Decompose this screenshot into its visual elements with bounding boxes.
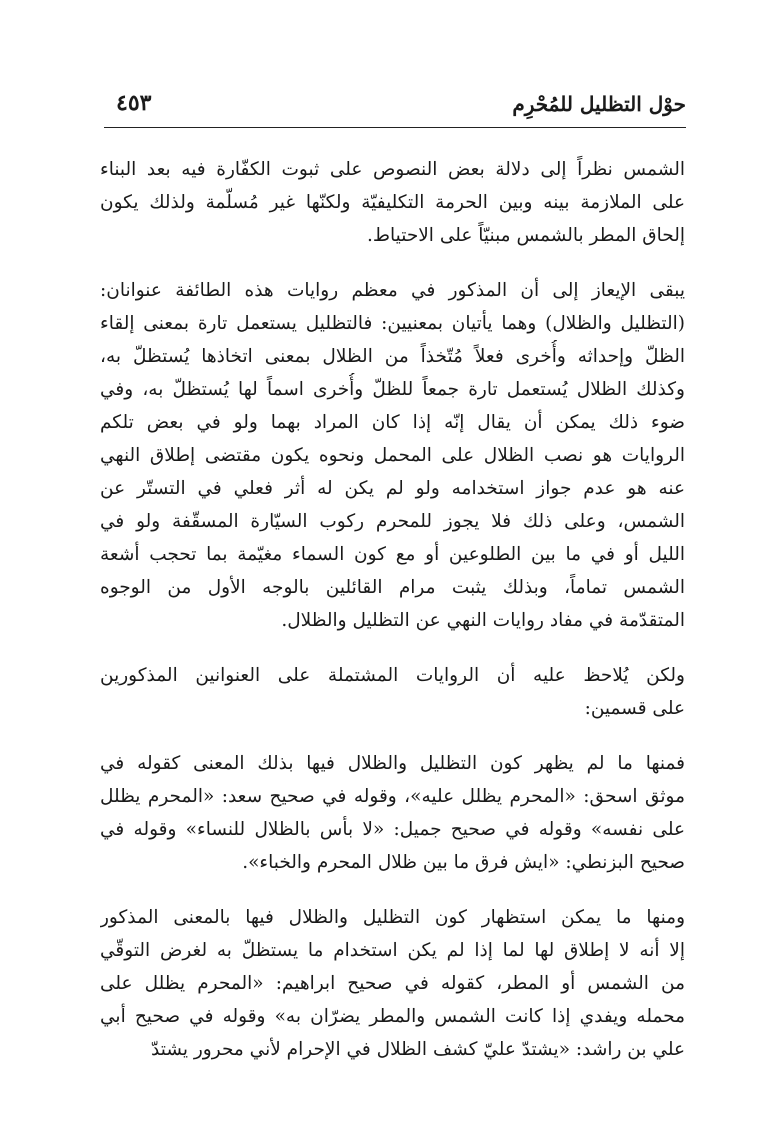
text-line: ومنها ما يمكن استظهار كون التظليل والظلال فيها بالمعنى المذكور [100,907,685,928]
page-body [100,153,685,1088]
text-line: محمله ويفدي إذا كانت الشمس والمطر يضرّان به» وقوله في صحيح أبي [100,1006,685,1027]
text-line: على قسمين: [584,698,685,719]
text-line: فمنها ما لم يظهر كون التظليل والظلال فيها بذلك المعنى كقوله في [100,753,685,774]
text-line: على نفسه» وقوله في صحيح جميل: «لا بأس بالظلال للنساء» وقوله في [100,819,685,840]
paragraph [100,153,685,252]
text-line: من الشمس أو المطر، كقوله في صحيح ابراهيم: «المحرم يظلل على [100,973,685,994]
text-line: إلحاق المطر بالشمس مبنيّاً على الاحتياط. [367,225,685,246]
paragraph [100,659,685,725]
text-line: على الملازمة بينه وبين الحرمة التكليفيّة ولكنّها غير مُسلّمة ولذلك يكون [100,192,685,213]
text-line: الشمس نظراً إلى دلالة بعض النصوص على ثبوت الكفّارة فيه بعد البناء [100,159,685,180]
text-line: ولكن يُلاحظ عليه أن الروايات المشتملة على العنوانين المذكورين [100,665,685,686]
page-number: ٤٥٣ [116,90,152,116]
text-line: يبقى الإيعاز إلى أن المذكور في معظم روايات هذه الطائفة عنوانان: [100,280,685,301]
header-rule [104,127,686,128]
paragraph [100,274,685,637]
text-line: علي بن راشد: «يشتدّ عليّ كشف الظلال في الإحرام لأني محرور يشتدّ [151,1039,685,1060]
text-line: ضوء ذلك يمكن أن يقال إنّه إذا كان المراد بهما ولو في بعض تلكم [100,412,685,433]
text-line: الظلّ وإحداثه وأُخرى فعلاً مُتّخذاً من الظلال بمعنى اتخاذها يُستظلّ به، [100,346,685,367]
running-title: حوْل التظليل للمُحْرِم [512,92,686,116]
text-line: (التظليل والظلال) وهما يأتيان بمعنيين: فالتظليل يستعمل تارة بمعنى إلقاء [100,313,685,334]
text-line: المتقدّمة في مفاد روايات النهي عن التظليل والظلال. [281,610,685,631]
text-line: وكذلك الظلال يُستعمل تارة جمعاً للظلّ وأُخرى اسماً لها يُستظلّ به، وفي [100,379,685,400]
paragraph [100,901,685,1066]
text-line: صحيح البزنطي: «ايش فرق ما بين ظلال المحرم والخباء». [242,852,685,873]
text-line: إلا أنه لا إطلاق لها لما إذا لم يكن استخدام ما يستظلّ به لغرض التوقّي [100,940,685,961]
text-line: موثق اسحق: «المحرم يظلل عليه»، وقوله في صحيح سعد: «المحرم يظلل [100,786,685,807]
text-line: الشمس، وعلى ذلك فلا يجوز للمحرم ركوب السيّارة المسقّفة ولو في [100,511,685,532]
text-line: الروايات هو نصب الظلال على المحمل ونحوه يكون مقتضى إطلاق النهي [100,445,685,466]
text-line: الشمس تماماً، وبذلك يثبت مرام القائلين بالوجه الأول من الوجوه [100,577,685,598]
paragraph [100,747,685,879]
page-header [104,84,686,124]
text-line: عنه هو عدم جواز استخدامه ولو لم يكن له أثر فعلي في التستّر عن [100,478,685,499]
text-line: الليل أو في ما بين الطلوعين أو مع كون السماء مغيّمة بما تحجب أشعة [100,544,685,565]
